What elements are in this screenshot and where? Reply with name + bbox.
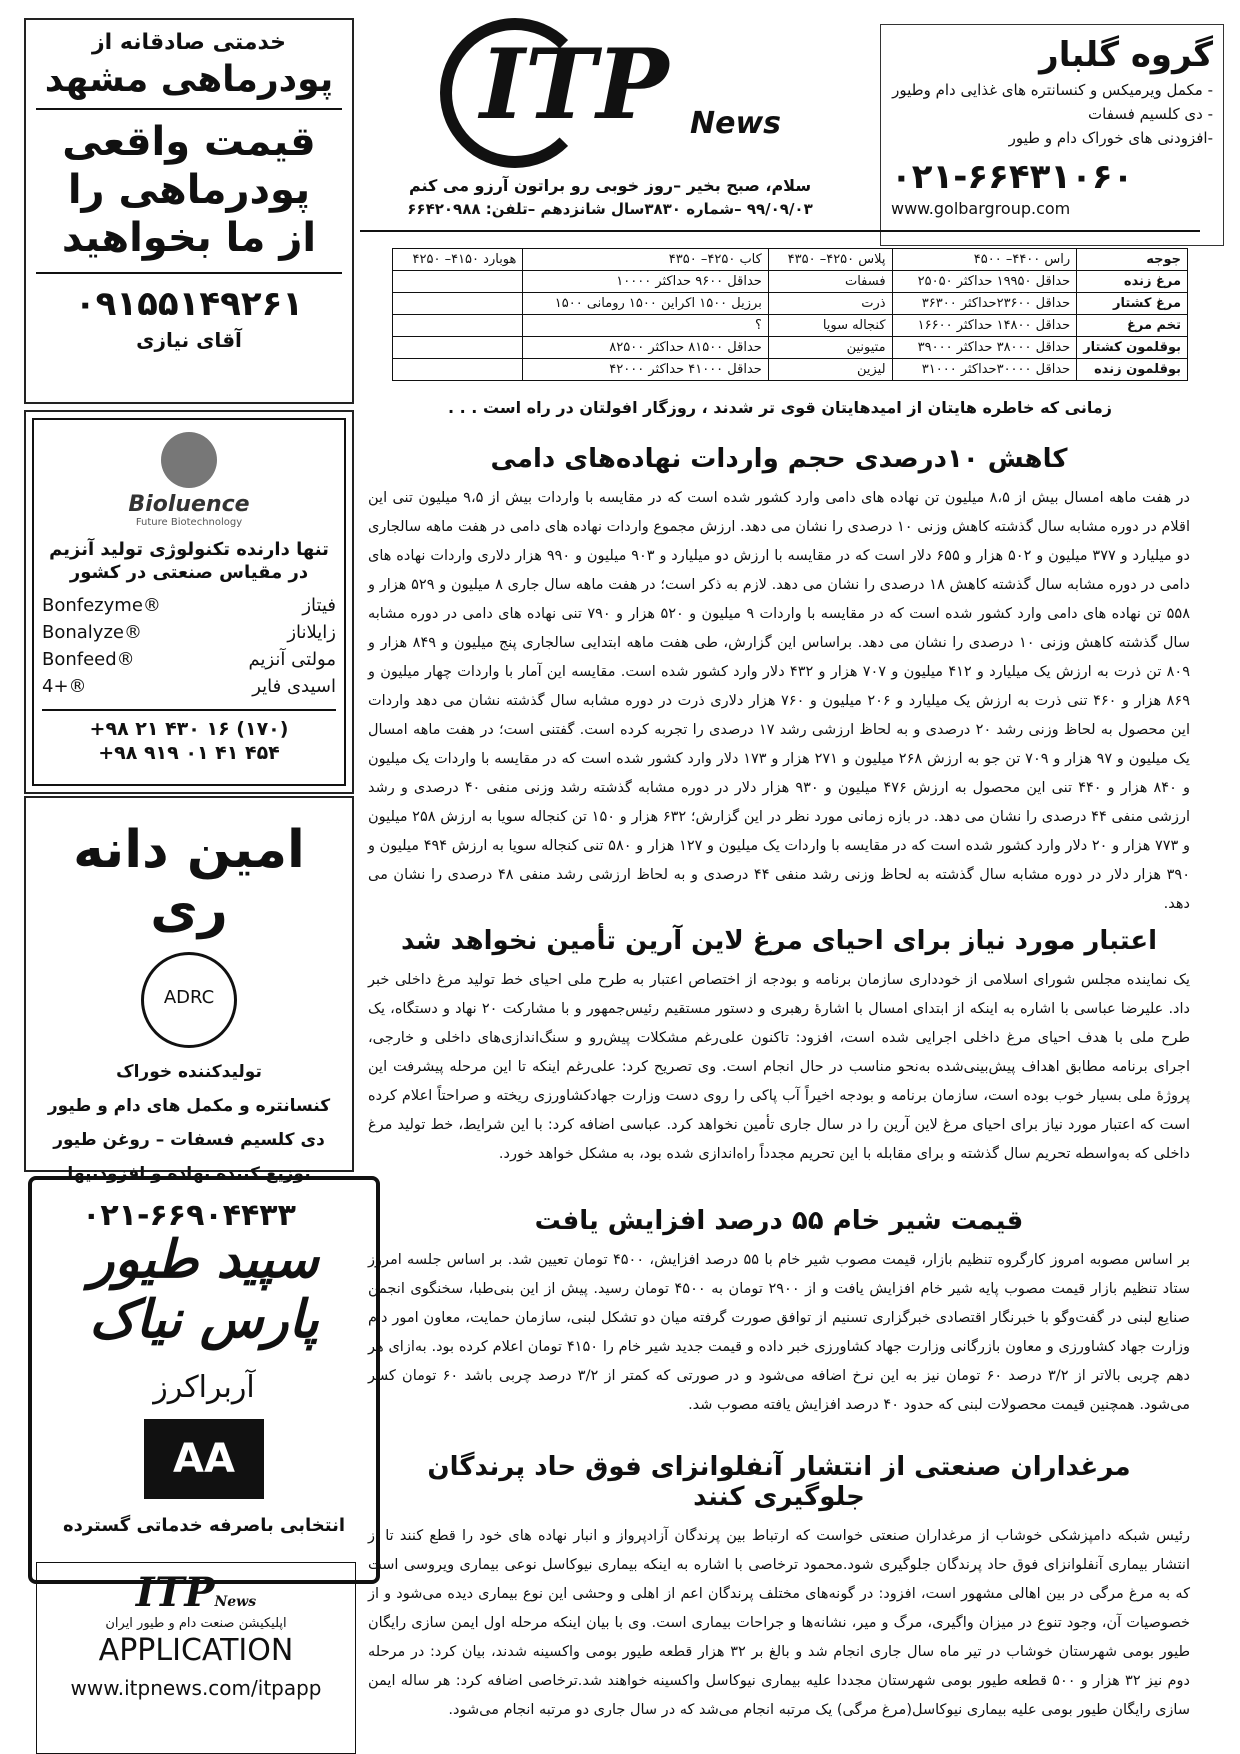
golbar-ad [880, 24, 1224, 246]
article-body: در هفت ماهه امسال بیش از ۸،۵ میلیون تن نهاده های دامی وارد کشور شده است که در مقایسه با واردات بیش از ۹،۵ میلیون تنی این اقلام در دوره مشابه سال گذشته کاهش وزنی ۱۰ درصدی را نشان می دهد. ارزش مجموع واردات نهاده های دامی در هفت ماهه سالجاری دو میلیارد و ۳۷۷ میلیون و ۵۰۲ هزار و ۶۵۵ دلار است که در مقایسه با ارزش دو میلیارد و ۹۰۳ میلیون و ۹۹۰ هزار دلاری واردات نهاده های دامی در دوره مشابه سال گذشته کاهش ۱۸ درصدی را نشان می دهد. لازم به ذکر است؛ در هفت ماهه سال جاری ۸ میلیون و ۵۲۹ هزار و ۵۵۸ تن نهاده های دامی وارد کشور شده است که در مقایسه با واردات ۹ میلیون و ۵۲۰ هزار و ۷۹۰ تنی نهاده های دامی در دوره مشابه سال گذشته کاهش وزنی ۱۰ درصدی را نشان می دهد. براساس این گزارش، طی هفت ماهه ابتدایی سالجاری پنج میلیون و ۸۴۹ هزار و ۸۰۹ تن ذرت به ارزش یک میلیارد و ۴۱۲ میلیون و ۷۰۷ هزار و ۴۳۲ دلار وارد کشور شده است. مقایسه این آمار با واردات چهار میلیون و ۸۶۹ هزار و ۴۶۰ تنی ذرت به ارزش یک میلیارد و ۲۰۶ میلیون و ۷۶۰ هزار دلاری ذرت در دوره مشابه سال گذشته نشان می دهد واردات این محصول به لحاظ وزنی رشد ۲۰ درصدی و به لحاظ ارزشی رشد ۱۷ درصدی را تجربه کرده است. گفتنی است؛ در هفت ماهه امسال یک میلیون و ۹۷ هزار و ۷۰۹ تن جو به ارزش ۲۶۸ میلیون و ۲۷۱ هزار و ۱۷۳ دلار وارد کشور شده است که در مقایسه با واردات یک میلیون و ۸۴۰ هزار و ۴۴۰ تنی این محصول به ارزش ۴۷۶ میلیون و ۹۳۰ هزار دلار در دوره مشابه گذشته رشد وزنی منفی ۴۰ درصدی و رشد ارزشی منفی ۴۴ درصدی را نشان می دهد. در بازه زمانی مورد نظر در این گزارش؛ ۶۳۲ هزار و ۱۵۰ تن کنجاله سویا به ارزش ۲۵۸ میلیون و ۷۷۳ هزار و ۲۰ دلار وارد کشور شده است که در مقایسه با واردات یک میلیون و ۱۲۷ هزار و ۵۸۰ تنی کنجاله سویا به ارزش ۴۹۴ میلیون و ۳۹۰ هزار دلار در دوره مشابه سال گذشته به لحاظ وزنی رشد منفی ۴۴ درصدی و به لحاظ ارزشی رشد منفی ۴۸ درصدی را نشان می دهد. [368, 490, 1191, 912]
bioluence-ad [24, 410, 354, 794]
itp-news-logo [440, 18, 820, 168]
golbar-title: گروه گلبار [1039, 35, 1213, 75]
price-cell: تخم مرغ [1077, 315, 1188, 337]
price-cell: حداقل ۲۳۶۰۰حداکثر ۳۶۳۰۰ [892, 293, 1077, 315]
price-cell: بوقلمون کشتار [1077, 337, 1188, 359]
bioluence-phone1: +۹۸ ۲۱ ۴۳۰ ۱۶ (۱۷۰) [89, 717, 289, 740]
issue-line: ۹۹/۰۹/۰۳ –شماره ۳۸۳۰سال شانزدهم –تلفن: ۶۶۴۲۰۹۸۸ [407, 200, 813, 218]
logo-main-text: ITP [480, 28, 669, 141]
pars-product: آربراکرز [153, 1370, 255, 1405]
price-cell [393, 315, 523, 337]
price-cell: حداقل ۸۱۵۰۰ حداکثر ۸۲۵۰۰ [523, 337, 768, 359]
price-cell: بوقلمون زنده [1077, 359, 1188, 381]
price-cell: مرغ کشتار [1077, 293, 1188, 315]
product-en: Bonalyze® [42, 621, 142, 643]
price-cell: حداقل ۴۱۰۰۰ حداکثر ۴۲۰۰۰ [523, 359, 768, 381]
price-cell: لیزین [768, 359, 892, 381]
bioluence-phone2: +۹۸ ۹۱۹ ۰۱ ۴۱ ۴۵۴ [98, 742, 280, 765]
product-fa: فیتاز [302, 594, 336, 616]
arbor-acres-logo-icon: AA [144, 1419, 264, 1499]
golbar-line: -افزودنی های خوراک دام و طیور [1008, 129, 1213, 147]
price-cell: حداقل ۱۴۸۰۰ حداکثر ۱۶۶۰۰ [892, 315, 1077, 337]
bioluence-phones [42, 709, 336, 766]
fishmeal-contact: آقای نیازی [136, 328, 242, 352]
fishmeal-line3b: پودرماهی را [67, 167, 311, 213]
motto: زمانی که خاطره هایتان از امیدهایتان قوی تر شدند ، روزگار افولتان در راه است . . . [448, 398, 1112, 417]
article-body: یک نماینده مجلس شورای اسلامی از خودداری سازمان برنامه و بودجه از اختصاص اعتبار به طرح ملی احیای خط تولید مرغ داخلی خبر داد. علیرضا عباسی با اشاره به اینکه از ابتدای امسال با اشارهٔ رهبری و دستور مستقیم رئیس‌جمهور و با مشارکت ۲۰ نهاد و دستگاه، یک طرح ملی با هدف احیای مرغ داخلی اجرایی شده است، افزود: تاکنون علی‌رغم مشکلات پیش‌رو و سنگ‌اندازی‌های داخلی و خارجی، اجرای برنامه مطابق اهداف پیش‌بینی‌شده به‌نحو مناسب در حال انجام است. وی تصریح کرد: علی‌رغم اینکه تا این مرحله پیشرفت این پروژهٔ ملی بسیار خوب بوده است، سازمان برنامه و بودجه اخیراً آب پاکی را روی دست وزارت جهادکشاورزی ریخته و صراحتاً اعلام کرده است که اعتبار مورد نیاز برای احیای مرغ لاین آرین را در سال جاری تأمین نخواهد کرد. عباسی اضافه کرد: با این شرایط، خط تولید مرغ داخلی که به‌واسطه تحریم سال گذشته و برای مقابله با این تحریم مجدداً راه‌اندازی شده بود، به مشکل خواهد خورد. [368, 972, 1190, 1162]
itp-app-ad [36, 1562, 356, 1754]
price-cell [393, 359, 523, 381]
pars-brand: سپید طیور پارس نیاک [89, 1230, 319, 1350]
price-cell: راس ۴۴۰۰– ۴۵۰۰ [892, 249, 1077, 271]
bioluence-tagline: Future Biotechnology [135, 517, 243, 528]
price-cell: جوجه [1077, 249, 1188, 271]
amin-daneh-ad [24, 796, 354, 1233]
app-logo-sub: News [214, 1594, 257, 1610]
price-cell: کاب ۴۲۵۰– ۴۳۵۰ [523, 249, 768, 271]
product-en: 4+® [42, 675, 87, 697]
product-row [42, 622, 336, 643]
golbar-line: - دی کلسیم فسفات [1088, 105, 1213, 123]
product-en: Bonfeed® [42, 648, 135, 670]
app-logo-main: ITP [135, 1569, 215, 1616]
price-cell: ؟ [523, 315, 768, 337]
price-cell: حداقل ۳۸۰۰۰ حداکثر ۳۹۰۰۰ [892, 337, 1077, 359]
price-row [393, 337, 1188, 359]
price-cell: حداقل ۱۹۹۵۰ حداکثر ۲۵۰۵۰ [892, 271, 1077, 293]
wheat-emblem-icon [141, 952, 237, 1048]
article-body: رئیس شبکه دامپزشکی خوشاب از مرغداران صنعتی خواست که ارتباط بین پرندگان آزادپرواز و انبار نهاده های خود را قطع کنند تا از انتشار بیماری آنفلوانزای فوق حاد پرندگان جلوگیری شود.محمود ترخاصی با اشاره به اینکه بیماری نیوکاسل نوعی بیماری ویروسی است که به مرغ مرگی در بین اهالی مشهور است، افزود: در گونه‌های مختلف پرندگان اعم از اهلی و وحشی این نوع بیماری دیده می‌شود و از خصوصیات آن، وجود تنوع در میزان واگیری، مرگ و میر، نشانه‌ها و جراحات بیماری است. وی با بیان اینکه مرحله اول ایمن سازی رایگان طیور بومی شهرستان خوشاب در تیر ماه سال جاری انجام شد و بالغ بر ۳۲ هزار قطعه طیور بومی واکسینه شدند، بیان کرد: در مرحله دوم نیز ۳۲ هزار و ۵۰۰ قطعه طیور بومی شهرستان مجددا علیه بیماری نیوکاسل واکسینه خواهند شد.ترخاصی اضافه کرد: هر ساله ایمن سازی رایگان طیور بومی علیه بیماری نیوکاسل(مرغ مرگی) یک مرتبه انجام می‌شد که در سال جاری دو مرتبه انجام می‌شود. [368, 1528, 1190, 1718]
price-row [393, 293, 1188, 315]
product-row [42, 595, 336, 616]
bioluence-headline1: تنها دارنده تکنولوژی تولید آنزیم [49, 539, 329, 560]
price-table [392, 248, 1188, 381]
price-cell: متیونین [768, 337, 892, 359]
app-url[interactable]: www.itpnews.com/itpapp [70, 1676, 322, 1700]
price-row [393, 315, 1188, 337]
bioluence-logo-icon [161, 432, 217, 488]
golbar-line: - مکمل ویرمیکس و کنسانتره های غذایی دام وطیور [892, 81, 1213, 99]
bioluence-headline [42, 538, 336, 585]
fishmeal-line2: پودرماهی مشهد [36, 59, 342, 110]
golbar-website[interactable]: www.golbargroup.com [891, 199, 1071, 218]
logo-sub-text: News [690, 106, 782, 141]
app-logo [43, 1569, 349, 1616]
price-cell: ذرت [768, 293, 892, 315]
greeting: سلام، صبح بخیر –روز خوبی رو براتون آرزو می کنم [408, 176, 812, 195]
amin-name: امین دانه ری [73, 820, 305, 940]
article [368, 444, 1190, 919]
article-title: قیمت شیر خام ۵۵ درصد افزایش یافت [534, 1206, 1024, 1236]
pars-niak-ad [28, 1176, 380, 1584]
fishmeal-line1: خدمتی صادقانه از [91, 30, 287, 55]
price-row [393, 359, 1188, 381]
product-row [42, 649, 336, 670]
app-desc: اپلیکیشن صنعت دام و طیور ایران [105, 1616, 287, 1631]
fishmeal-line3c: از ما بخواهید [61, 215, 317, 261]
article [368, 1452, 1190, 1725]
price-cell [393, 271, 523, 293]
price-cell: هوبارد ۴۱۵۰– ۴۲۵۰ [393, 249, 523, 271]
article [368, 926, 1190, 1169]
header-divider [360, 230, 1200, 232]
price-cell: پلاس ۴۲۵۰– ۴۳۵۰ [768, 249, 892, 271]
pars-footer: انتخابی باصرفه خدماتی گسترده [62, 1515, 346, 1536]
price-cell: برزیل ۱۵۰۰ اکراین ۱۵۰۰ رومانی ۱۵۰۰ [523, 293, 768, 315]
price-row [393, 249, 1188, 271]
amin-phone: ۰۲۱-۶۶۹۰۴۴۳۳ [82, 1198, 296, 1233]
article [368, 1206, 1190, 1420]
amin-line: توزیع کننده نهاده و افزودنیها [67, 1164, 311, 1184]
bioluence-headline2: در مقیاس صنعتی در کشور [69, 562, 309, 584]
article-body: بر اساس مصوبه امروز کارگروه تنظیم بازار، قیمت مصوب شیر خام با ۵۵ درصد افزایش، ۴۵۰۰ تومان تعیین شد. بر اساس جلسه امروز ستاد تنظیم بازار قیمت مصوب پایه شیر خام افزایش یافت و از ۲۹۰۰ تومان به ۴۵۰۰ تومان رسید. پیش از این بنی‌طبا، سخنگوی انجمن صنایع لبنی در گفت‌وگو با خبرنگار اقتصادی خبرگزاری تسنیم از توافق صورت گرفته میان دو تشکل لبنی، سازمان حمایت، معاون امور دام وزارت جهاد کشاورزی و معاون بازرگانی وزارت جهاد کشاورزی خبر داده و قیمت جدید شیر خام را ۴۱۵۰ تومان اعلام کرده بود. به‌ازای هر دهم چربی بالاتر از ۳/۲ درصد ۶۰ تومان نیز به این نرخ اضافه می‌شود و در صورتی که کمتر از ۳/۲ درصد چربی باشد ۶۰ تومان کسر می‌شود. همچنین قیمت محصولات لبنی که حدود ۴۰ درصد افزایش یافته مصوب شد. [368, 1252, 1191, 1413]
amin-line: کنسانتره و مکمل های دام و طیور [47, 1096, 331, 1116]
golbar-phone: ۰۲۱-۶۶۴۳۱۰۶۰ [891, 157, 1134, 197]
fishmeal-line3a: قیمت واقعی [62, 119, 316, 165]
fishmeal-phone: ۰۹۱۵۵۱۴۹۲۶۱ [74, 284, 304, 324]
bioluence-brand: Bioluence [128, 492, 250, 517]
fishmeal-line3 [36, 118, 342, 274]
amin-line: دی کلسیم فسفات – روغن طیور [53, 1130, 325, 1150]
price-cell [393, 293, 523, 315]
price-cell: مرغ زنده [1077, 271, 1188, 293]
price-cell [393, 337, 523, 359]
article-title: اعتبار مورد نیاز برای احیای مرغ لاین آرین تأمین نخواهد شد [400, 926, 1158, 956]
price-cell: کنجاله سویا [768, 315, 892, 337]
app-label: APPLICATION [98, 1633, 294, 1668]
fishmeal-ad [24, 18, 354, 404]
amin-line: تولیدکننده خوراک [116, 1062, 262, 1082]
price-cell: حداقل ۹۶۰۰ حداکثر ۱۰۰۰۰ [523, 271, 768, 293]
product-row [42, 676, 336, 697]
emblem-text: ADRC [163, 987, 215, 1008]
article-title: کاهش ۱۰درصدی حجم واردات نهاده‌های دامی [490, 444, 1068, 474]
article-title: مرغداران صنعتی از انتشار آنفلوانزای فوق حاد پرندگان جلوگیری کنند [427, 1452, 1131, 1512]
product-fa: زایلاناز [287, 621, 336, 643]
price-cell: فسفات [768, 271, 892, 293]
price-cell: حداقل ۳۰۰۰۰حداکثر ۳۱۰۰۰ [892, 359, 1077, 381]
product-en: Bonfezyme® [42, 594, 161, 616]
product-fa: مولتی آنزیم [248, 648, 336, 670]
price-row [393, 271, 1188, 293]
product-fa: اسیدی فایر [252, 675, 336, 697]
